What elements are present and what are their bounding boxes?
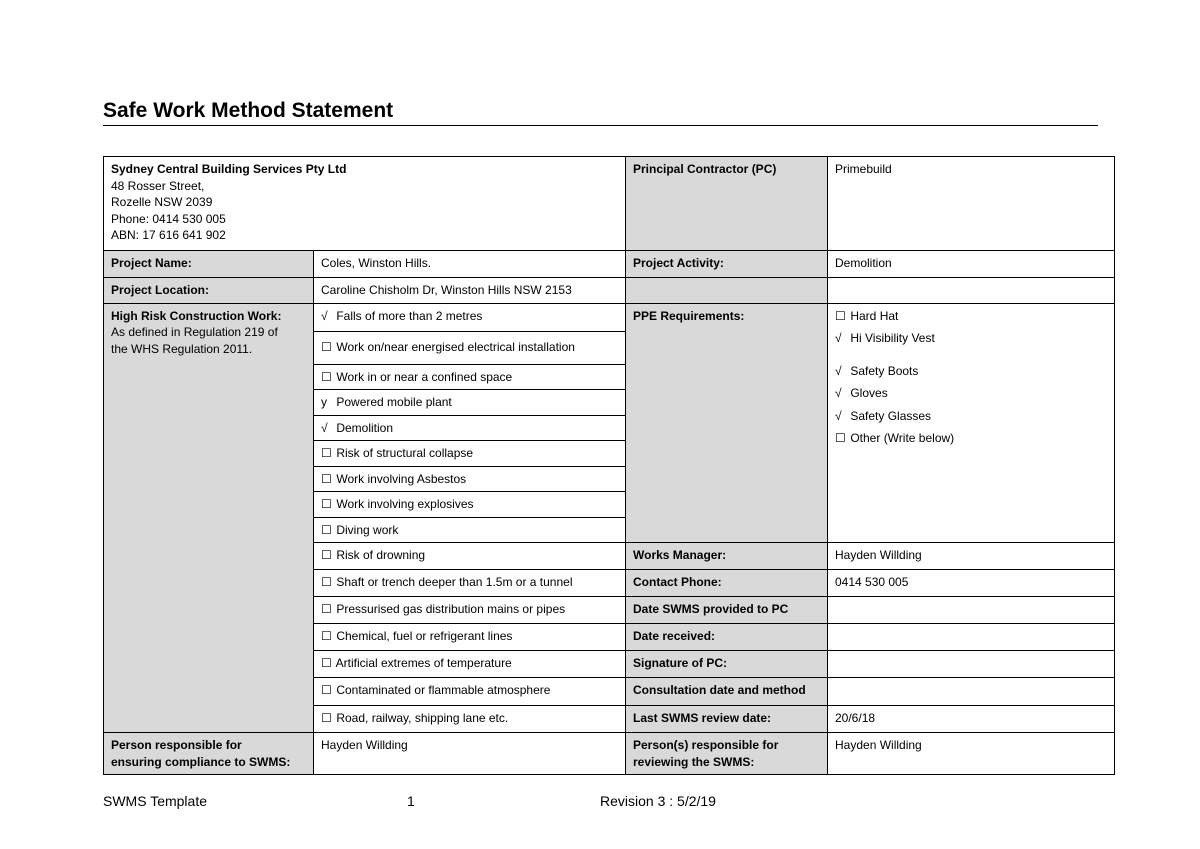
check-mark-icon: √ bbox=[835, 408, 842, 423]
last-review-label: Last SWMS review date: bbox=[626, 706, 828, 733]
responsible-row bbox=[104, 733, 1115, 775]
high-risk-row bbox=[104, 303, 1115, 331]
ppe-cell bbox=[828, 303, 1115, 543]
contact-phone-value: 0414 530 005 bbox=[828, 570, 1115, 597]
checkbox-icon: ☐ bbox=[321, 602, 332, 616]
page-title: Safe Work Method Statement bbox=[103, 99, 394, 122]
checkbox-icon: ☐ bbox=[321, 497, 332, 511]
empty-cell bbox=[828, 278, 1115, 304]
title-rule bbox=[103, 125, 1098, 126]
high-risk-item bbox=[314, 597, 626, 624]
signature-pc-label: Signature of PC: bbox=[626, 651, 828, 678]
checkbox-icon: ☐ bbox=[321, 522, 332, 537]
checkbox-icon: ☐ bbox=[321, 656, 332, 670]
principal-contractor-value: Primebuild bbox=[828, 157, 1115, 251]
high-risk-item bbox=[314, 390, 626, 416]
high-risk-item-text: Work on/near energised electrical installation bbox=[336, 340, 575, 355]
project-location-value: Caroline Chisholm Dr, Winston Hills NSW 2153 bbox=[314, 278, 626, 304]
company-abn: ABN: 17 616 641 902 bbox=[111, 228, 226, 242]
high-risk-item bbox=[314, 364, 626, 390]
persons-reviewing-value: Hayden Willding bbox=[828, 733, 1115, 775]
footer-page-number: 1 bbox=[407, 793, 415, 809]
high-risk-item-text: Road, railway, shipping lane etc. bbox=[336, 711, 509, 725]
high-risk-item-text: Contaminated or flammable atmosphere bbox=[336, 683, 551, 697]
check-mark-icon: √ bbox=[835, 331, 842, 345]
ppe-item bbox=[835, 430, 1107, 447]
project-location-row bbox=[104, 278, 1115, 304]
high-risk-item-text: Artificial extremes of temperature bbox=[335, 656, 512, 670]
persons-reviewing-label-line1: Person(s) responsible for bbox=[633, 738, 779, 752]
company-cell bbox=[104, 157, 626, 251]
checkbox-icon: ☐ bbox=[321, 369, 332, 384]
ppe-item-text: Gloves bbox=[850, 386, 888, 400]
checkbox-icon: ☐ bbox=[835, 431, 846, 445]
high-risk-item bbox=[314, 492, 626, 518]
consultation-label: Consultation date and method bbox=[626, 678, 828, 706]
check-mark-icon: √ bbox=[321, 308, 328, 323]
works-manager-value: Hayden Willding bbox=[828, 543, 1115, 570]
works-manager-label: Works Manager: bbox=[626, 543, 828, 570]
project-name-label: Project Name: bbox=[104, 251, 314, 278]
check-mark-icon: y bbox=[321, 395, 327, 409]
company-address1: 48 Rosser Street, bbox=[111, 178, 205, 193]
checkbox-icon: ☐ bbox=[321, 340, 332, 355]
company-name: Sydney Central Building Services Pty Ltd bbox=[111, 162, 347, 176]
high-risk-item-text: Work involving Asbestos bbox=[336, 471, 467, 486]
checkbox-icon: ☐ bbox=[321, 711, 332, 725]
last-review-value: 20/6/18 bbox=[828, 706, 1115, 733]
ppe-item bbox=[835, 385, 1107, 402]
swms-table bbox=[103, 156, 1115, 775]
high-risk-item-text: Shaft or trench deeper than 1.5m or a tunnel bbox=[336, 575, 573, 589]
person-responsible-value: Hayden Willding bbox=[314, 733, 626, 775]
high-risk-item bbox=[314, 466, 626, 492]
company-address2: Rozelle NSW 2039 bbox=[111, 195, 213, 209]
ppe-item bbox=[835, 408, 1107, 425]
high-risk-item bbox=[314, 543, 626, 570]
checkbox-icon: ☐ bbox=[321, 446, 332, 460]
checkbox-icon: ☐ bbox=[321, 548, 332, 562]
high-risk-item bbox=[314, 441, 626, 467]
person-responsible-label-line1: Person responsible for bbox=[111, 738, 242, 752]
high-risk-item bbox=[314, 651, 626, 678]
date-provided-value bbox=[828, 597, 1115, 624]
project-activity-value: Demolition bbox=[828, 251, 1115, 278]
high-risk-item bbox=[314, 303, 626, 331]
consultation-value bbox=[828, 678, 1115, 706]
high-risk-item bbox=[314, 706, 626, 733]
high-risk-item-text: Work involving explosives bbox=[336, 497, 474, 511]
check-mark-icon: √ bbox=[835, 363, 842, 378]
high-risk-item-text: Work in or near a confined space bbox=[336, 369, 513, 384]
checkbox-icon: ☐ bbox=[321, 683, 332, 697]
high-risk-item bbox=[314, 517, 626, 543]
persons-reviewing-label bbox=[626, 733, 828, 775]
high-risk-desc1: As defined in Regulation 219 of bbox=[111, 325, 278, 339]
project-activity-label: Project Activity: bbox=[626, 251, 828, 278]
empty-grey-cell bbox=[626, 278, 828, 304]
high-risk-item-text: Risk of structural collapse bbox=[336, 446, 474, 460]
ppe-item-text: Hard Hat bbox=[850, 308, 899, 323]
project-name-row bbox=[104, 251, 1115, 278]
check-mark-icon: √ bbox=[835, 386, 842, 400]
high-risk-item-text: Pressurised gas distribution mains or pipes bbox=[336, 602, 566, 616]
ppe-label: PPE Requirements: bbox=[626, 303, 828, 543]
principal-contractor-label: Principal Contractor (PC) bbox=[626, 157, 828, 251]
high-risk-item bbox=[314, 624, 626, 651]
ppe-item-text: Safety Boots bbox=[850, 363, 919, 378]
check-mark-icon: √ bbox=[321, 420, 328, 435]
high-risk-desc2: the WHS Regulation 2011. bbox=[111, 341, 253, 356]
signature-pc-value bbox=[828, 651, 1115, 678]
checkbox-icon: ☐ bbox=[321, 629, 332, 643]
date-provided-label: Date SWMS provided to PC bbox=[626, 597, 828, 624]
high-risk-item-text: Diving work bbox=[336, 522, 399, 537]
high-risk-label-cell bbox=[104, 303, 314, 733]
ppe-item bbox=[835, 363, 1107, 380]
company-phone: Phone: 0414 530 005 bbox=[111, 211, 226, 226]
high-risk-item bbox=[314, 415, 626, 441]
persons-reviewing-label-line2: reviewing the SWMS: bbox=[633, 754, 755, 769]
ppe-item-text: Other (Write below) bbox=[850, 431, 955, 445]
project-name-value: Coles, Winston Hills. bbox=[314, 251, 626, 278]
ppe-item-text: Safety Glasses bbox=[850, 408, 932, 423]
ppe-item-text: Hi Visibility Vest bbox=[850, 331, 935, 345]
high-risk-item-text: Demolition bbox=[336, 420, 394, 435]
high-risk-item-text: Falls of more than 2 metres bbox=[336, 308, 483, 323]
checkbox-icon: ☐ bbox=[321, 471, 332, 486]
company-row bbox=[104, 157, 1115, 251]
high-risk-item-text: Risk of drowning bbox=[336, 548, 426, 562]
date-received-value bbox=[828, 624, 1115, 651]
high-risk-label: High Risk Construction Work: bbox=[111, 308, 282, 323]
ppe-item bbox=[835, 308, 1107, 325]
high-risk-item bbox=[314, 331, 626, 364]
high-risk-item bbox=[314, 570, 626, 597]
checkbox-icon: ☐ bbox=[321, 575, 332, 589]
high-risk-item-text: Powered mobile plant bbox=[336, 395, 452, 409]
checkbox-icon: ☐ bbox=[835, 308, 846, 323]
footer-template: SWMS Template bbox=[103, 793, 207, 809]
person-responsible-label bbox=[104, 733, 314, 775]
contact-phone-label: Contact Phone: bbox=[626, 570, 828, 597]
date-received-label: Date received: bbox=[626, 624, 828, 651]
person-responsible-label-line2: ensuring compliance to SWMS: bbox=[111, 754, 291, 769]
ppe-item bbox=[835, 330, 1107, 347]
footer-revision: Revision 3 : 5/2/19 bbox=[600, 793, 716, 809]
high-risk-item bbox=[314, 678, 626, 706]
project-location-label: Project Location: bbox=[104, 278, 314, 304]
high-risk-item-text: Chemical, fuel or refrigerant lines bbox=[336, 629, 513, 643]
